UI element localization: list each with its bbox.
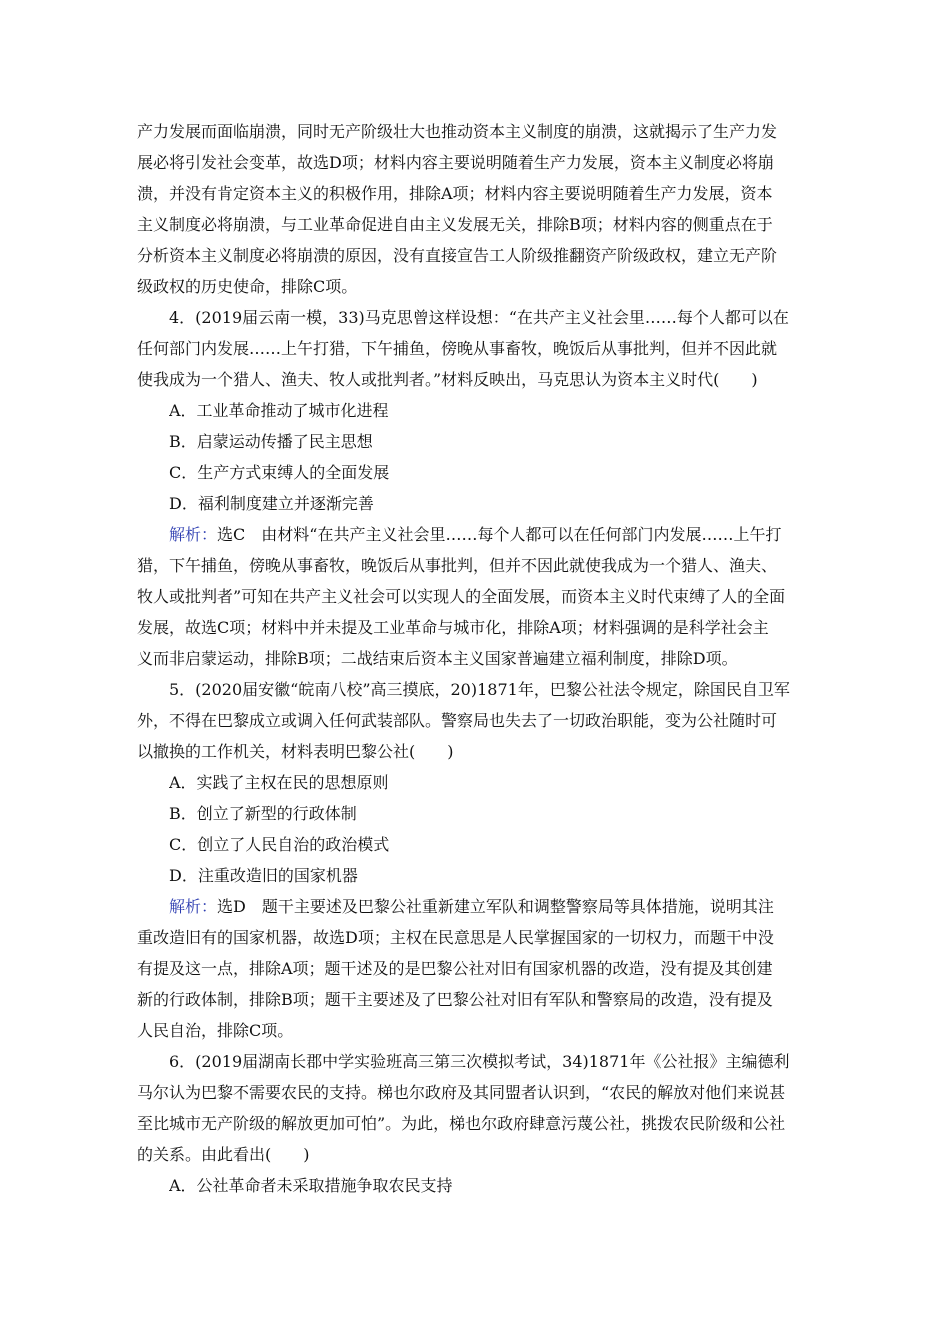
question-6-stem: 的关系。由此看出( ) — [137, 1145, 310, 1164]
question-5-stem: 外，不得在巴黎成立或调入任何武装部队。警察局也失去了一切政治职能，变为公社随时可 — [137, 711, 778, 730]
question-5-analysis — [169, 891, 817, 922]
question-6-option-a: A．公社革命者未采取措施争取农民支持 — [169, 1176, 453, 1195]
question-4-analysis: 义而非启蒙运动，排除B项；二战结束后资本主义国家普遍建立福利制度，排除D项。 — [137, 649, 738, 668]
question-6-stem: 马尔认为巴黎不需要农民的支持。梯也尔政府及其同盟者认识到，“农民的解放对他们来说甚 — [137, 1083, 786, 1102]
question-5-option-c: C．创立了人民自治的政治模式 — [169, 835, 390, 854]
question-4-analysis: 猎，下午捕鱼，傍晚从事畜牧，晚饭后从事批判，但并不因此就使我成为一个猎人、渔夫、 — [137, 556, 778, 575]
prev-analysis-line: 分析资本主义制度必将崩溃的原因，没有直接宣告工人阶级推翻资产阶级政权，建立无产阶 — [137, 246, 778, 265]
question-4-stem: 4．(2019届云南一模，33)马克思曾这样设想：“在共产主义社会里……每个人都可以在 — [169, 308, 789, 327]
question-4-option-b: B．启蒙运动传播了民主思想 — [169, 432, 373, 451]
prev-analysis-line: 主义制度必将崩溃，与工业革命促进自由主义发展无关，排除B项；材料内容的侧重点在于 — [137, 215, 773, 234]
question-4-analysis: 牧人或批判者”可知在共产主义社会可以实现人的全面发展，而资本主义时代束缚了人的全面 — [137, 587, 786, 606]
prev-analysis-line: 产力发展而面临崩溃，同时无产阶级壮大也推动资本主义制度的崩溃，这就揭示了生产力发 — [137, 122, 778, 141]
question-5-analysis: 人民自治，排除C项。 — [137, 1021, 294, 1040]
question-4-stem: 任何部门内发展……上午打猎，下午捕鱼，傍晚从事畜牧，晚饭后从事批判，但并不因此就 — [137, 339, 778, 358]
question-5-option-b: B．创立了新型的行政体制 — [169, 804, 357, 823]
question-4-stem: 使我成为一个猎人、渔夫、牧人或批判者。”材料反映出，马克思认为资本主义时代( ) — [137, 370, 758, 389]
analysis-text: 选D 题干主要述及巴黎公社重新建立军队和调整警察局等具体措施，说明其注 — [217, 897, 774, 916]
prev-analysis-line: 溃，并没有肯定资本主义的积极作用，排除A项；材料内容主要说明随着生产力发展，资本 — [137, 184, 773, 203]
question-4-option-c: C．生产方式束缚人的全面发展 — [169, 463, 390, 482]
question-5-option-d: D．注重改造旧的国家机器 — [169, 866, 358, 885]
question-6-stem: 6．(2019届湖南长郡中学实验班高三第三次模拟考试，34)1871年《公社报》主编德利 — [169, 1052, 790, 1071]
question-5-stem: 5．(2020届安徽“皖南八校”高三摸底，20)1871年，巴黎公社法令规定，除国民自卫军 — [169, 680, 790, 699]
question-4-option-d: D．福利制度建立并逐渐完善 — [169, 494, 374, 513]
question-5-option-a: A．实践了主权在民的思想原则 — [169, 773, 389, 792]
question-5-analysis: 新的行政体制，排除B项；题干主要述及了巴黎公社对旧有军队和警察局的改造，没有提及 — [137, 990, 773, 1009]
analysis-label: 解析： — [169, 897, 218, 916]
question-5-analysis: 有提及这一点，排除A项；题干述及的是巴黎公社对旧有国家机器的改造，没有提及其创建 — [137, 959, 773, 978]
question-4-analysis — [169, 519, 817, 550]
question-6-stem: 至比城市无产阶级的解放更加可怕”。为此，梯也尔政府肆意污蔑公社，挑拨农民阶级和公社 — [137, 1114, 786, 1133]
question-4-option-a: A．工业革命推动了城市化进程 — [169, 401, 389, 420]
prev-analysis-line: 展必将引发社会变革，故选D项；材料内容主要说明随着生产力发展，资本主义制度必将崩 — [137, 153, 774, 172]
analysis-label: 解析： — [169, 525, 218, 544]
question-5-analysis: 重改造旧有的国家机器，故选D项；主权在民意思是人民掌握国家的一切权力，而题干中没 — [137, 928, 774, 947]
prev-analysis-line: 级政权的历史使命，排除C项。 — [137, 277, 358, 296]
question-4-analysis: 发展，故选C项；材料中并未提及工业革命与城市化，排除A项；材料强调的是科学社会主 — [137, 618, 769, 637]
analysis-text: 选C 由材料“在共产主义社会里……每个人都可以在任何部门内发展……上午打 — [217, 525, 782, 544]
question-5-stem: 以撤换的工作机关，材料表明巴黎公社( ) — [137, 742, 454, 761]
